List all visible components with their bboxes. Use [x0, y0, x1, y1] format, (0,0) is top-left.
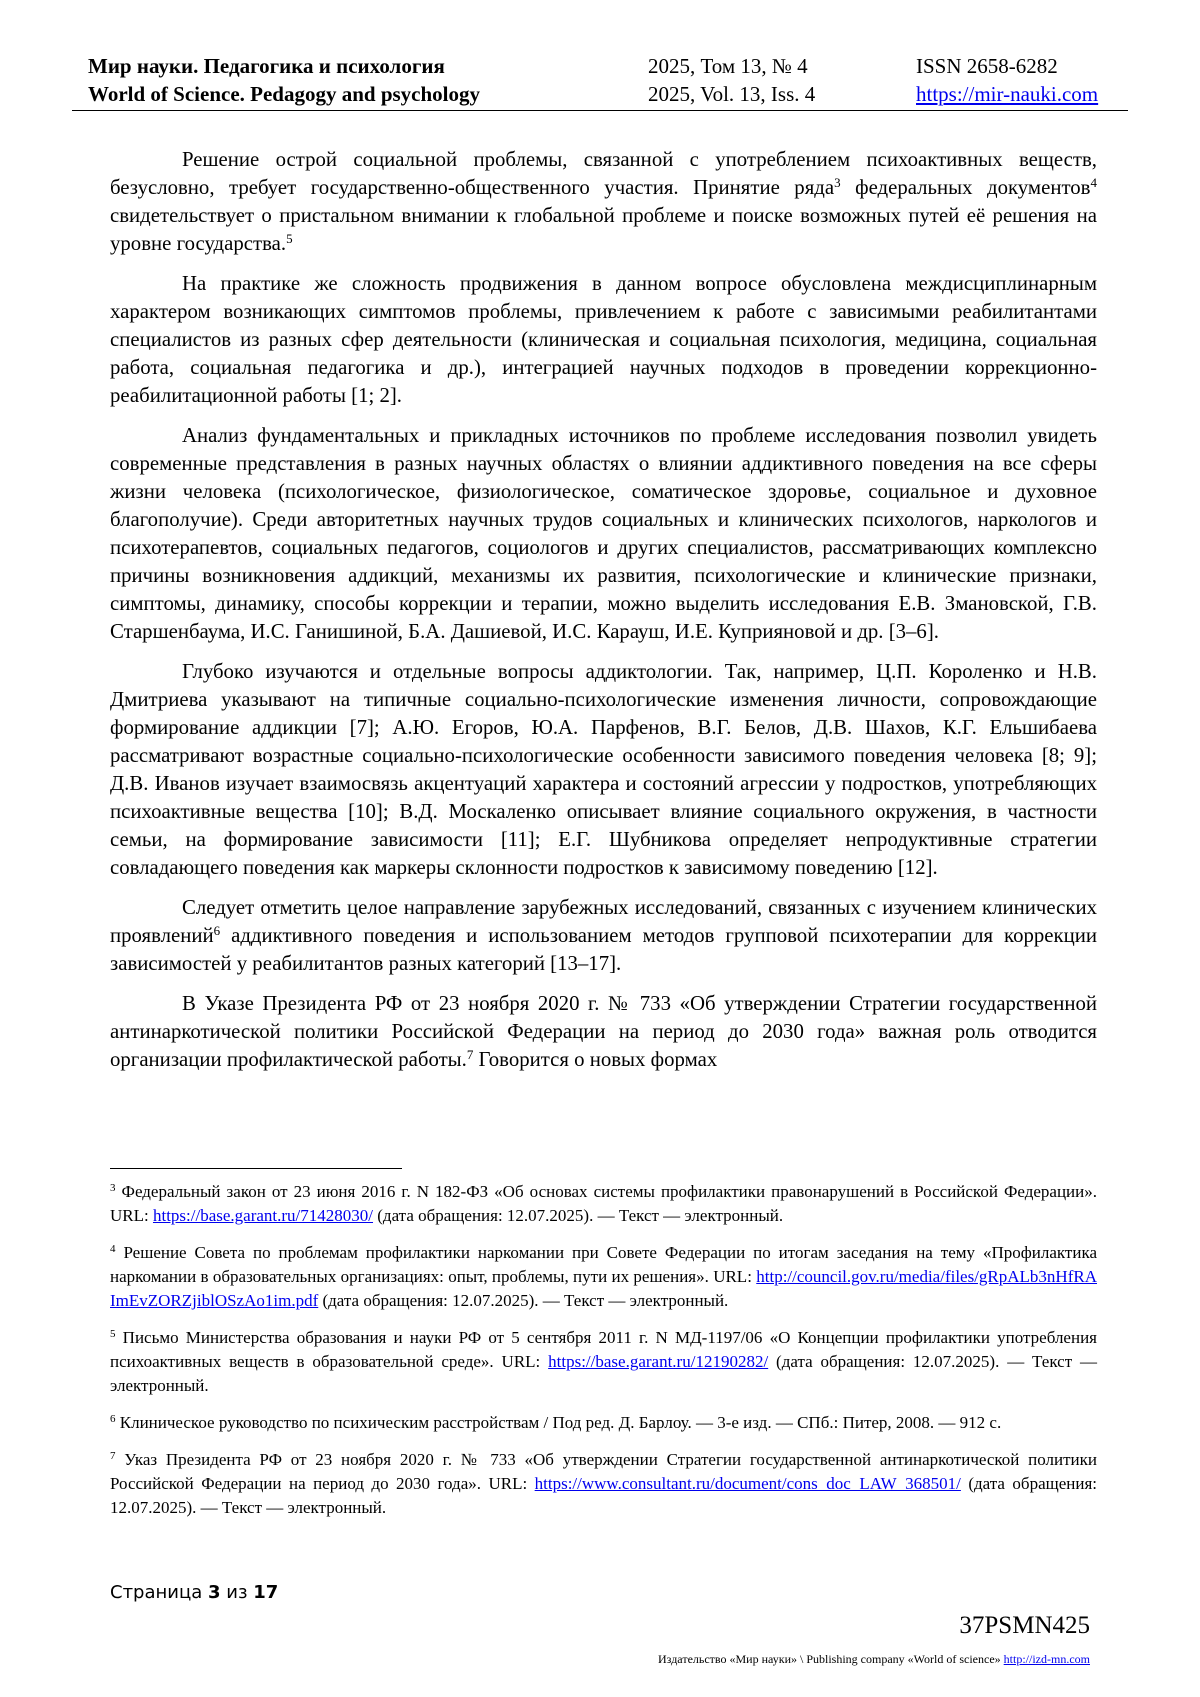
- journal-title-block: [88, 52, 480, 108]
- footnote-3-link[interactable]: https://base.garant.ru/71428030/: [152, 1206, 374, 1225]
- footnote-ref-7[interactable]: 7: [466, 1047, 474, 1062]
- paragraph-6: В Указе Президента РФ от 23 ноября 2020 г. № 733 «Об утверждении Стратегии государственной антинаркотической политики Российской Федерации на период до 2030 года» важная роль отводится организации профилактической работы.$^7$ Говорится о новых формах: [110, 992, 1097, 1071]
- footnote-7: $^7$ Указ Президента РФ от 23 ноября 2020 г. № 733 «Об утверждении Стратегии государственной антинаркотической политики Российской Федерации на период до 2030 года». URL: https://www.consultant.ru/document/cons_doc_LAW_368501/ (дата обращения: 12.07.2025). — Текст — электронный.: [110, 1450, 1097, 1517]
- journal-site-link[interactable]: https://mir-nauki.com: [916, 82, 1099, 106]
- footnote-6: $^6$ Клиническое руководство по психическим расстройствам / Под ред. Д. Барлоу. — 3-е изд. — СПб.: Питер, 2008. — 912 с.: [110, 1413, 1002, 1432]
- footnote-ref-4[interactable]: 4: [1090, 175, 1097, 190]
- page-total: 17: [253, 1582, 279, 1603]
- footnote-ref-6[interactable]: 6: [213, 923, 221, 938]
- publisher-line: Издательство «Мир науки» \ Publishing company «World of science» http://izd-mn.com: [658, 1652, 1090, 1666]
- publisher-link[interactable]: http://izd-mn.com: [1003, 1652, 1090, 1666]
- paragraph-3: Анализ фундаментальных и прикладных источников по проблеме исследования позволил увидеть современные представления в разных научных областях о влиянии аддиктивного поведения на все сферы жизни человека (психологическое, физиологическое, соматическое здоровье, социальное и духовное благополучие). Среди авторитетных научных трудов социальных и клинических психологов, наркологов и психотерапевтов, социальных педагогов, социологов и других специалистов, рассматривающих комплексно причины возникновения аддикций, механизмы их развития, психологические и клинические признаки, симптомы, динамику, способы коррекции и терапии, можно выделить исследования Е.В. Змановской, Г.В. Старшенбаума, И.С. Ганишиной, Б.А. Дашиевой, И.С. Карауш, И.Е. Куприяновой и др. [3–6].: [110, 424, 1097, 643]
- footnote-5-link[interactable]: https://base.garant.ru/12190282/: [548, 1352, 769, 1371]
- footnote-4: $^4$ Решение Совета по проблемам профилактики наркомании при Совете Федерации по итогам заседания на тему «Профилактика наркомании в образовательных организациях: опыт, проблемы, пути их решения». URL: http://council.gov.ru/media/files/gRpALb3nHfRAImEvZORZjiblOSzAo1im.pdf (дата обращения: 12.07.2025). — Текст — электронный.: [110, 1243, 1097, 1310]
- paragraph-1: Решение острой социальной проблемы, связанной с употреблением психоактивных веществ, безусловно, требует государственно-общественного участия. Принятие ряда$^3$ федеральных документов$^4$ свидетельствует о пристальном внимании к глобальной проблеме и поиске возможных путей её решения на уровне государства.$^5$: [110, 148, 1097, 255]
- article-code: 37PSMN425: [959, 1612, 1090, 1639]
- paragraph-4: Глубоко изучаются и отдельные вопросы аддиктологии. Так, например, Ц.П. Короленко и Н.В. Дмитриева указывают на типичные социально-психологические изменения личности, сопровождающие формирование аддикции [7]; А.Ю. Егоров, Ю.А. Парфенов, В.Г. Белов, Д.В. Шахов, К.Г. Ельшибаева рассматривают возрастные социально-психологические особенности зависимого поведения человека [8; 9]; Д.В. Иванов изучает взаимосвязь акцентуаций характера и состояний агрессии у подростков, употребляющих психоактивные вещества [10]; В.Д. Москаленко описывает влияние социального окружения, в частности семьи, на формирование зависимости [11]; Е.Г. Шубникова определяет непродуктивные стратегии совладающего поведения как маркеры склонности подростков к зависимому поведению [12].: [110, 660, 1097, 879]
- footnote-4-link[interactable]: http://council.gov.ru/media/files/gRpALb3nHfRAImEvZORZjiblOSzAo1im.pdf: [110, 1267, 1097, 1310]
- issue-en: 2025, Vol. 13, Iss. 4: [648, 82, 816, 106]
- page-current: 3: [208, 1582, 221, 1603]
- footnote-separator: [110, 1168, 402, 1169]
- footnote-ref-5[interactable]: 5: [286, 231, 293, 246]
- journal-title-ru: Мир науки. Педагогика и психология: [88, 54, 445, 78]
- footnote-3: $^3$ Федеральный закон от 23 июня 2016 г. N 182-ФЗ «Об основах системы профилактики правонарушений в Российской Федерации». URL: https://base.garant.ru/71428030/ (дата обращения: 12.07.2025). — Текст — электронный.: [110, 1182, 1097, 1225]
- issue-ru: 2025, Том 13, № 4: [648, 54, 808, 78]
- footnote-5: $^5$ Письмо Министерства образования и науки РФ от 5 сентября 2011 г. N МД-1197/06 «О Концепции профилактики употребления психоактивных веществ в образовательной среде». URL: https://base.garant.ru/12190282/ (дата обращения: 12.07.2025). — Текст — электронный.: [110, 1328, 1098, 1395]
- article-body: [110, 146, 1097, 1086]
- paragraph-2: На практике же сложность продвижения в данном вопросе обусловлена междисциплинарным характером возникающих симптомов проблемы, привлечением к работе с зависимыми реабилитантами специалистов из разных сфер деятельности (клиническая и социальная психология, медицина, социальная работа, социальная педагогика и др.), интеграцией научных подходов в проведении коррекционно-реабилитационной работы [1; 2].: [110, 272, 1097, 407]
- issue-block: [648, 52, 815, 108]
- footnotes: [110, 1180, 1097, 1533]
- issn: ISSN 2658-6282: [916, 54, 1058, 78]
- journal-header: [72, 52, 1128, 111]
- journal-title-en: World of Science. Pedagogy and psychology: [88, 82, 481, 106]
- footnote-7-link[interactable]: https://www.consultant.ru/document/cons_doc_LAW_368501/: [534, 1474, 961, 1493]
- page-number: Страница 3 из 17: [110, 1582, 279, 1603]
- paragraph-5: Следует отметить целое направление зарубежных исследований, связанных с изучением клинических проявлений$^6$ аддиктивного поведения и использованием методов групповой психотерапии для коррекции зависимостей у реабилитантов разных категорий [13–17].: [110, 896, 1097, 975]
- footnote-ref-3[interactable]: 3: [834, 175, 841, 190]
- issn-block: [916, 52, 1098, 108]
